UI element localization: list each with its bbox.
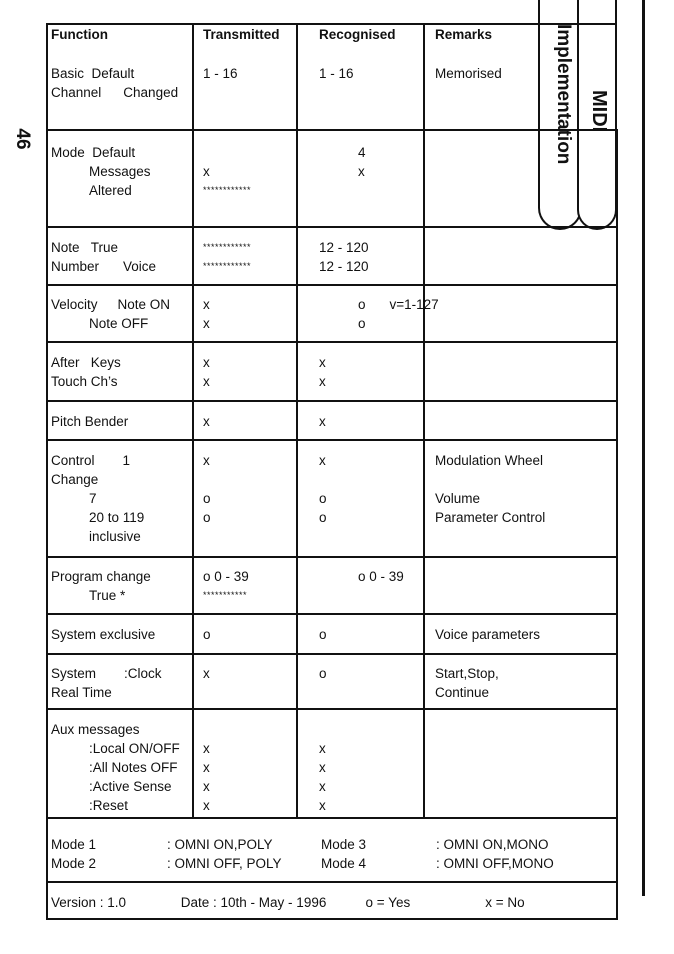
program-remarks <box>424 557 617 614</box>
table-row-modes <box>47 818 617 882</box>
label-all-notes-off: :All Notes OFF <box>89 760 178 775</box>
aux-tx-reset: x <box>203 798 210 813</box>
label-control: Control <box>51 453 95 468</box>
pitch-remarks <box>424 401 617 440</box>
label-note-off: Note OFF <box>89 316 149 331</box>
legend-no: x = No <box>485 895 525 910</box>
table-row-pitch-bender <box>47 401 617 440</box>
pitch-tx: x <box>203 414 210 429</box>
version-text: Version : 1.0 <box>51 895 127 910</box>
cc-remarks-20: Parameter Control <box>435 510 546 525</box>
cc-tx-7: o <box>203 491 211 506</box>
legend-yes: o = Yes <box>365 895 411 910</box>
label-keys: Keys <box>90 355 121 370</box>
recognised-cell <box>297 24 424 130</box>
velocity-range-note: v=1-127 <box>389 297 439 312</box>
transmitted-cell <box>193 24 297 130</box>
realtime-remarks-2: Continue <box>435 685 490 700</box>
cc-rx-7: o <box>319 491 327 506</box>
mode-rx-messages: x <box>358 164 365 179</box>
mode-2-value: : OMNI OFF, POLY <box>167 856 282 871</box>
midi-tab-label: MIDI <box>588 90 610 133</box>
aftertouch-remarks <box>424 342 617 401</box>
sysex-rx: o <box>319 627 327 642</box>
aux-rx-local: x <box>319 741 326 756</box>
aftertouch-rx-ch: x <box>319 374 326 389</box>
mode-3-value: : OMNI ON,MONO <box>436 837 549 852</box>
table-row-control-change <box>47 440 617 557</box>
label-after: After <box>51 355 80 370</box>
realtime-remarks-1: Start,Stop, <box>435 666 499 681</box>
note-rx-voice: 12 - 120 <box>319 259 369 274</box>
cc-tx-1: x <box>203 453 210 468</box>
label-system-exclusive: System exclusive <box>51 627 156 642</box>
program-tx-true: *********** <box>203 590 248 600</box>
mode-tx-altered: ************ <box>203 185 252 195</box>
label-channel: Channel <box>51 85 102 100</box>
velocity-tx-on: x <box>203 297 210 312</box>
aux-tx-local: x <box>203 741 210 756</box>
label-mode-default: Default <box>92 145 136 160</box>
header-remarks: Remarks <box>435 27 493 42</box>
note-rx-true: 12 - 120 <box>319 240 369 255</box>
basic-remarks: Memorised <box>435 66 502 81</box>
cc-rx-1: x <box>319 453 326 468</box>
date-text: Date : 10th - May - 1996 <box>180 895 327 910</box>
note-tx-voice: ************ <box>203 261 252 271</box>
basic-rx: 1 - 16 <box>319 66 354 81</box>
table-row-system-exclusive <box>47 614 617 654</box>
table-row-program-change <box>47 557 617 614</box>
label-local-onoff: :Local ON/OFF <box>89 741 180 756</box>
label-chs: Ch’s <box>90 374 118 389</box>
label-voice: Voice <box>123 259 157 274</box>
cc-remarks-1: Modulation Wheel <box>435 453 544 468</box>
mode-1-label: Mode 1 <box>51 837 97 852</box>
table-row-after-touch <box>47 342 617 401</box>
cc-rx-20: o <box>319 510 327 525</box>
header-transmitted: Transmitted <box>203 27 280 42</box>
label-default: Default <box>91 66 135 81</box>
label-aux-messages: Aux messages <box>51 722 140 737</box>
label-cc-20-119: 20 to 119 <box>89 510 145 525</box>
header-recognised: Recognised <box>319 27 396 42</box>
realtime-rx: o <box>319 666 327 681</box>
mode-remarks <box>424 130 617 227</box>
label-system: System <box>51 666 97 681</box>
pitch-rx: x <box>319 414 326 429</box>
header-function: Function <box>51 27 108 42</box>
page-number: 46 <box>12 128 33 150</box>
label-reset: :Reset <box>89 798 129 813</box>
aux-remarks <box>424 709 617 818</box>
label-note-on: Note ON <box>117 297 171 312</box>
velocity-rx-on: o <box>358 297 366 312</box>
aftertouch-tx-keys: x <box>203 355 210 370</box>
table-row-aux-messages <box>47 709 617 818</box>
mode-4-label: Mode 4 <box>321 856 367 871</box>
label-touch: Touch <box>51 374 88 389</box>
aux-rx-active-sense: x <box>319 779 326 794</box>
label-program-true: True * <box>89 588 126 603</box>
program-tx: o 0 - 39 <box>203 569 249 584</box>
program-rx: o 0 - 39 <box>358 569 404 584</box>
mode-tx-messages: x <box>203 164 210 179</box>
label-altered: Altered <box>89 183 132 198</box>
label-inclusive: inclusive <box>89 529 141 544</box>
label-change: Change <box>51 472 99 487</box>
table-row-basic-channel <box>47 24 617 130</box>
aux-rx-reset: x <box>319 798 326 813</box>
label-changed: Changed <box>123 85 179 100</box>
table-row-mode <box>47 130 617 227</box>
label-real-time: Real Time <box>51 685 112 700</box>
velocity-remarks <box>424 285 617 342</box>
basic-tx: 1 - 16 <box>203 66 238 81</box>
function-cell <box>47 24 193 130</box>
remarks-cell <box>424 24 617 133</box>
label-velocity: Velocity <box>51 297 98 312</box>
cc-tx-20: o <box>203 510 211 525</box>
label-clock: :Clock <box>124 666 162 681</box>
label-cc-7: 7 <box>89 491 97 506</box>
aftertouch-tx-ch: x <box>203 374 210 389</box>
implementation-tab-label: Implementation <box>553 24 574 165</box>
realtime-tx: x <box>203 666 210 681</box>
label-true: True <box>90 240 119 255</box>
mode-legend <box>51 835 616 873</box>
label-active-sense: :Active Sense <box>89 779 172 794</box>
aftertouch-rx-keys: x <box>319 355 326 370</box>
label-program-change: Program change <box>51 569 151 584</box>
label-pitch-bender: Pitch Bender <box>51 414 129 429</box>
page-edge-rule <box>642 0 645 896</box>
table-row-velocity <box>47 285 617 342</box>
mode-2-label: Mode 2 <box>51 856 97 871</box>
aux-tx-all-notes: x <box>203 760 210 775</box>
aux-tx-active-sense: x <box>203 779 210 794</box>
mode-rx-default: 4 <box>358 145 366 160</box>
label-cc-1: 1 <box>122 453 131 468</box>
label-number: Number <box>51 259 100 274</box>
cc-remarks-7: Volume <box>435 491 481 506</box>
aux-rx-all-notes: x <box>319 760 326 775</box>
note-remarks <box>424 227 617 285</box>
note-tx-true: ************ <box>203 242 252 252</box>
label-mode: Mode <box>51 145 85 160</box>
velocity-rx-off: o <box>358 316 366 331</box>
velocity-tx-off: x <box>203 316 210 331</box>
midi-implementation-chart <box>46 23 618 920</box>
label-note: Note <box>51 240 80 255</box>
chart-footer <box>51 893 616 912</box>
mode-3-label: Mode 3 <box>321 837 367 852</box>
mode-1-value: : OMNI ON,POLY <box>167 837 273 852</box>
sysex-remarks: Voice parameters <box>435 627 541 642</box>
label-messages: Messages <box>89 164 151 179</box>
table-row-footer <box>47 882 617 919</box>
mode-4-value: : OMNI OFF,MONO <box>436 856 554 871</box>
label-basic: Basic <box>51 66 85 81</box>
table-row-note-number <box>47 227 617 285</box>
table-row-system-realtime <box>47 654 617 709</box>
sysex-tx: o <box>203 627 211 642</box>
